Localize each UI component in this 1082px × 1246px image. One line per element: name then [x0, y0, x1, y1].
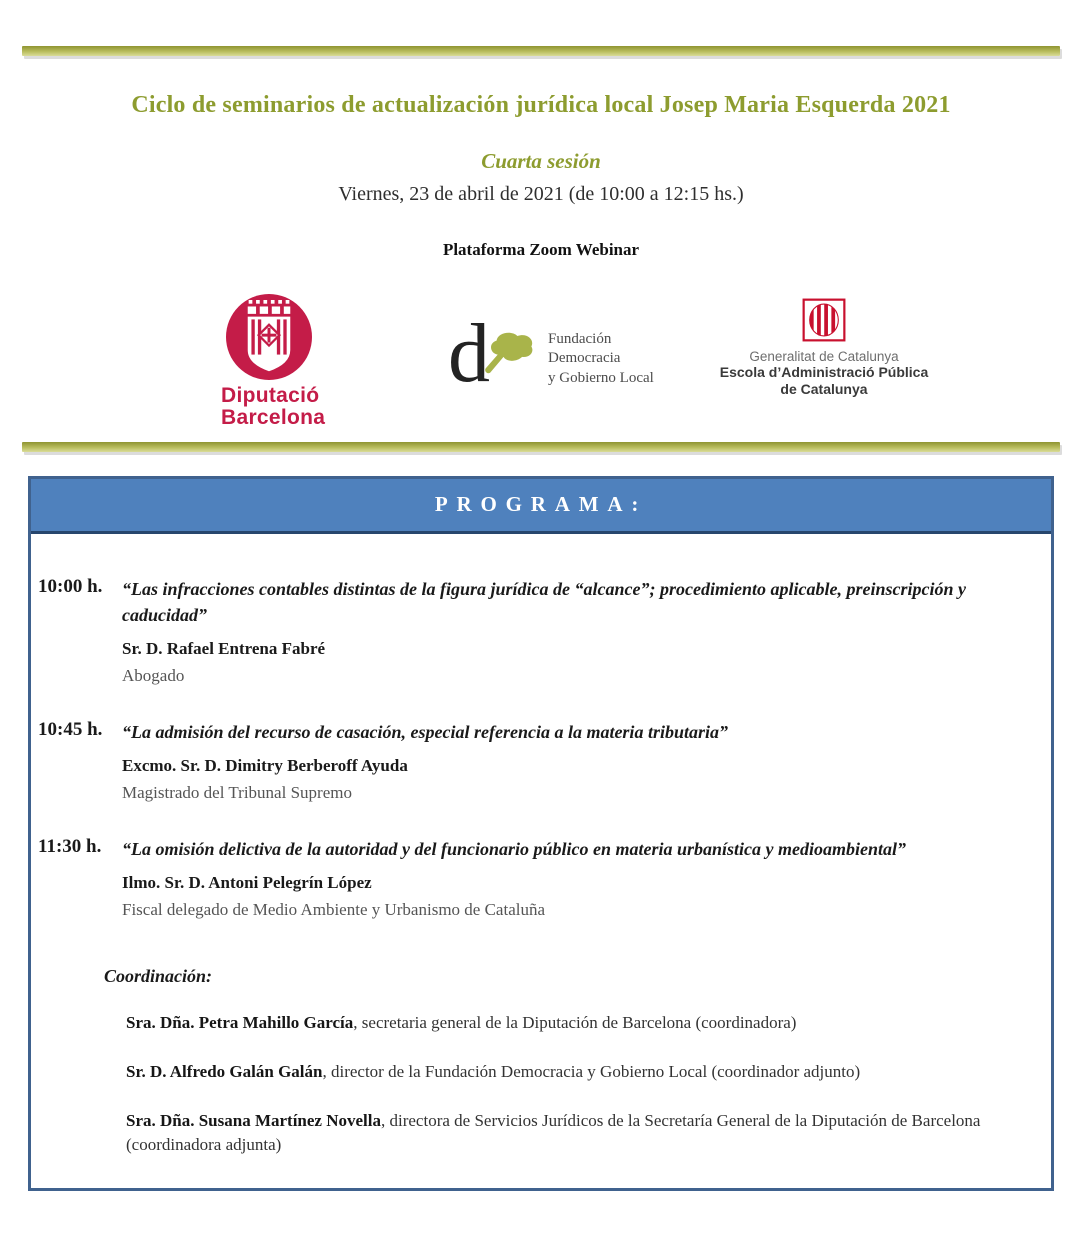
speaker-role: Magistrado del Tribunal Supremo	[122, 783, 352, 803]
fundacion-democracia-logo	[448, 307, 654, 400]
fundacion-line1: Fundación	[548, 330, 612, 347]
speaker-role: Fiscal delegado de Medio Ambiente y Urbanismo de Cataluña	[122, 900, 546, 920]
decorative-rule-bottom	[22, 442, 1060, 452]
generalitat-senyera-icon	[802, 298, 846, 342]
diputacio-barcelona-emblem-icon	[226, 294, 312, 380]
talk-title: “Las infracciones contables distintas de la figura jurídica de “alcance”; procedimiento aplicable, preinscripción y caducidad”	[122, 579, 966, 626]
fundacion-d-glyph: d	[448, 307, 490, 400]
session-subtitle: Cuarta sesión	[481, 149, 601, 173]
platform-line: Plataforma Zoom Webinar	[442, 240, 640, 259]
program-item	[38, 836, 1011, 920]
program-heading-text: PROGRAMA:	[434, 492, 648, 516]
program-item	[38, 576, 1011, 686]
decorative-rule-top	[22, 46, 1060, 56]
coordinator-line	[126, 1011, 1006, 1036]
coordinator-name: Sr. D. Alfredo Galán Galán	[126, 1062, 323, 1082]
diputacio-barcelona-logo	[205, 294, 337, 429]
fundacion-line3: y Gobierno Local	[548, 369, 654, 386]
diputacio-shield-icon	[239, 300, 299, 374]
diputacio-wordmark	[205, 385, 337, 429]
coordination-section	[38, 966, 1011, 1158]
speaker-name: Sr. D. Rafael Entrena Fabré	[122, 639, 326, 659]
coordinator-role: , directora de Servicios Jurídicos de la Secretaría General de la Diputación de Barcelona (coordinadora adjunta)	[126, 1110, 981, 1155]
diputacio-line1: Diputació	[221, 384, 320, 407]
seminar-flyer	[0, 46, 1082, 1191]
fundacion-blob-icon	[478, 326, 536, 382]
time-label: 10:45 h.	[38, 719, 103, 741]
logos-row	[0, 294, 1082, 434]
generalitat-eapc-logo	[718, 298, 930, 398]
coordinator-name: Sra. Dña. Petra Mahillo García	[126, 1013, 354, 1033]
diputacio-line2: Barcelona	[221, 406, 326, 430]
time-label: 10:00 h.	[38, 576, 103, 597]
time-label: 11:30 h.	[38, 836, 102, 858]
fundacion-line2: Democracia	[548, 350, 621, 367]
speaker-name: Excmo. Sr. D. Dimitry Berberoff Ayuda	[122, 756, 408, 776]
coordinator-name: Sra. Dña. Susana Martínez Novella	[126, 1110, 381, 1130]
coordinator-line	[126, 1109, 1006, 1158]
program-header	[31, 479, 1051, 534]
speaker-role: Abogado	[122, 666, 185, 686]
generalitat-line2: Escola d’Administració Pública	[719, 364, 929, 380]
generalitat-line1: Generalitat de Catalunya	[749, 349, 899, 364]
date-line: Viernes, 23 de abril de 2021 (de 10:00 a 12:15 hs.)	[338, 183, 744, 205]
program-body	[31, 534, 1051, 1188]
fundacion-wordmark	[548, 330, 654, 389]
talk-title: “La admisión del recurso de casación, especial referencia a la materia tributaria”	[122, 722, 728, 743]
coordination-heading: Coordinación:	[104, 966, 213, 987]
fundacion-democracia-d-mark-icon	[448, 307, 536, 400]
coordinator-role: , director de la Fundación Democracia y Gobierno Local (coordinador adjunto)	[322, 1062, 861, 1082]
talk-title: “La omisión delictiva de la autoridad y del funcionario público en materia urbanística y medioambiental”	[122, 839, 907, 860]
speaker-name: Ilmo. Sr. D. Antoni Pelegrín López	[122, 873, 372, 893]
generalitat-line3: de Catalunya	[780, 380, 868, 397]
program-section	[28, 476, 1054, 1191]
coordinator-line	[126, 1060, 1006, 1085]
coordinator-role: , secretaria general de la Diputación de Barcelona (coordinadora)	[353, 1013, 797, 1033]
program-item	[38, 719, 1011, 803]
page-title: Ciclo de seminarios de actualización jurídica local Josep Maria Esquerda 2021	[131, 92, 951, 118]
